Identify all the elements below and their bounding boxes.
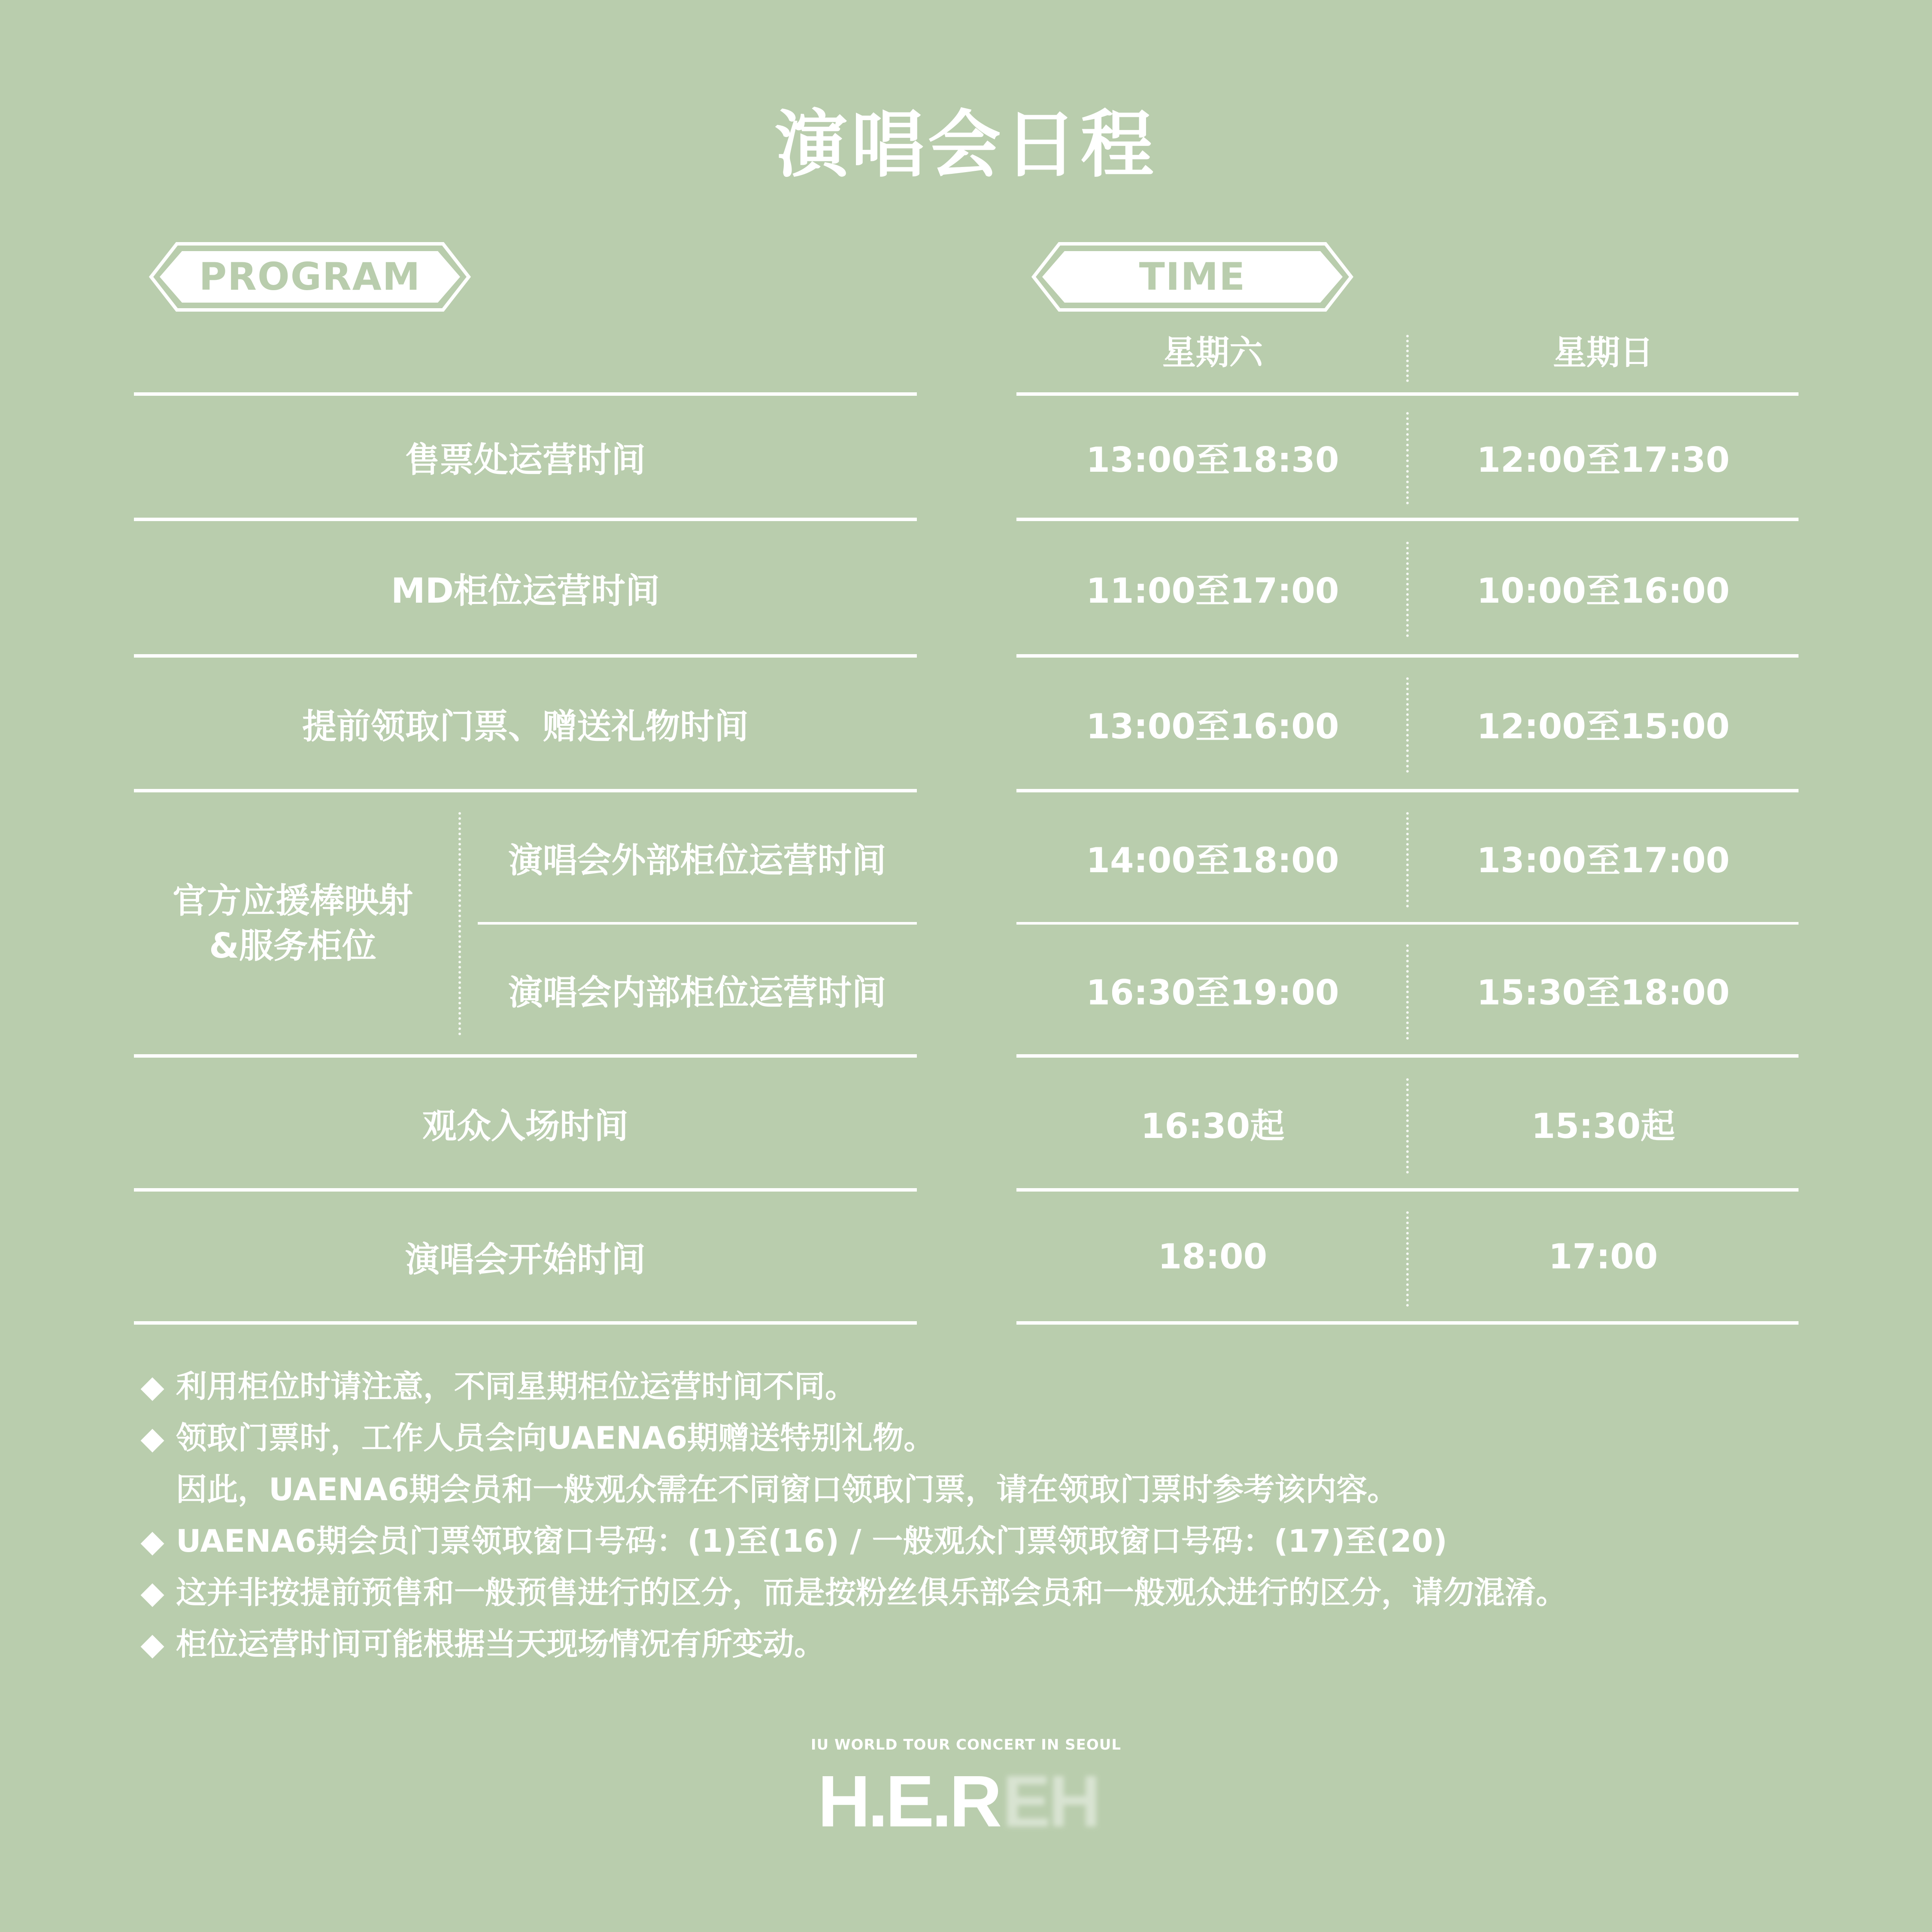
program-audience-entry: 观众入场时间 [422,1106,628,1146]
table-rule [134,1188,917,1192]
diamond-bullet-icon: ◆ [140,1574,164,1611]
program-lightstick-service: 官方应援棒映射 &服务柜位 [173,881,413,966]
time-header-banner [1016,240,1368,313]
note-text: 柜位运营时间可能根据当天现场情况有所变动。 [176,1626,825,1662]
time-sun-ticket-pickup: 12:00至15:00 [1477,706,1730,746]
table-rule [134,789,917,792]
note-item [135,1618,1809,1670]
table-rule [134,392,917,396]
svg-text:H.E.R: H.E.R [818,1762,1000,1839]
svg-text:EH: EH [1002,1762,1099,1839]
note-item [135,1412,1809,1464]
note-item [135,1515,1809,1567]
table-rule [1016,1321,1799,1325]
note-text: UAENA6期会员门票领取窗口号码：(1)至(16) / 一般观众门票领取窗口号码：(17)至(20) [176,1523,1447,1559]
table-rule [1016,654,1799,658]
time-sun-md-booth: 10:00至16:00 [1477,570,1730,611]
notes-list [135,1361,1809,1670]
time-sun-inside-booth: 15:30至18:00 [1477,972,1730,1013]
table-rule [1016,1188,1799,1192]
time-sat-concert-start: 18:00 [1158,1236,1268,1277]
page-title: 演唱会日程 [775,103,1157,188]
diamond-bullet-icon: ◆ [140,1420,164,1456]
note-text: 领取门票时，工作人员会向UAENA6期赠送特别礼物。 [176,1420,935,1456]
her-logo [818,1762,1118,1839]
program-ticket-office: 售票处运营时间 [405,440,646,480]
note-text: 因此，UAENA6期会员和一般观众需在不同窗口领取门票，请在领取门票时参考该内容。 [176,1471,1398,1507]
time-sat-audience-entry: 16:30起 [1140,1106,1285,1146]
time-sat-ticket-office: 13:00至18:30 [1086,440,1339,480]
program-subdivider [458,812,461,1035]
note-text: 利用柜位时请注意，不同星期柜位运营时间不同。 [176,1368,856,1404]
diamond-bullet-icon: ◆ [140,1523,164,1559]
program-md-booth: MD柜位运营时间 [391,570,660,611]
table-rule [1016,1054,1799,1058]
time-sat-inside-booth: 16:30至19:00 [1086,972,1339,1013]
note-item [135,1567,1809,1618]
table-rule [134,1321,917,1325]
program-inside-booth: 演唱会内部柜位运营时间 [508,972,886,1013]
program-header-banner [134,240,486,313]
note-item-continuation [135,1464,1809,1515]
table-rule [1016,789,1799,792]
table-rule [1016,392,1799,396]
day-header-saturday: 星期六 [1162,334,1263,372]
table-rule [134,654,917,658]
program-outside-booth: 演唱会外部柜位运营时间 [508,840,886,880]
note-item [135,1361,1809,1412]
diamond-bullet-icon: ◆ [140,1626,164,1662]
day-header-sunday: 星期日 [1553,334,1653,372]
table-rule [134,1054,917,1058]
table-rule [1016,518,1799,521]
time-header-label: TIME [1139,255,1246,299]
footer-subtitle: IU WORLD TOUR CONCERT IN SEOUL [810,1736,1122,1753]
time-sun-outside-booth: 13:00至17:00 [1477,840,1730,880]
time-sun-audience-entry: 15:30起 [1531,1106,1675,1146]
program-ticket-pickup: 提前领取门票、赠送礼物时间 [302,706,749,746]
time-sat-md-booth: 11:00至17:00 [1086,570,1339,611]
table-rule [134,518,917,521]
note-text: 这并非按提前预售和一般预售进行的区分，而是按粉丝俱乐部会员和一般观众进行的区分，请勿混淆。 [176,1574,1567,1611]
time-sat-outside-booth: 14:00至18:00 [1086,840,1339,880]
time-sun-concert-start: 17:00 [1548,1236,1658,1277]
program-header-label: PROGRAM [199,255,421,299]
time-sat-ticket-pickup: 13:00至16:00 [1086,706,1339,746]
program-concert-start: 演唱会开始时间 [405,1239,646,1280]
day-divider [1406,335,1409,382]
time-sun-ticket-office: 12:00至17:30 [1477,440,1730,480]
diamond-bullet-icon: ◆ [140,1368,164,1404]
